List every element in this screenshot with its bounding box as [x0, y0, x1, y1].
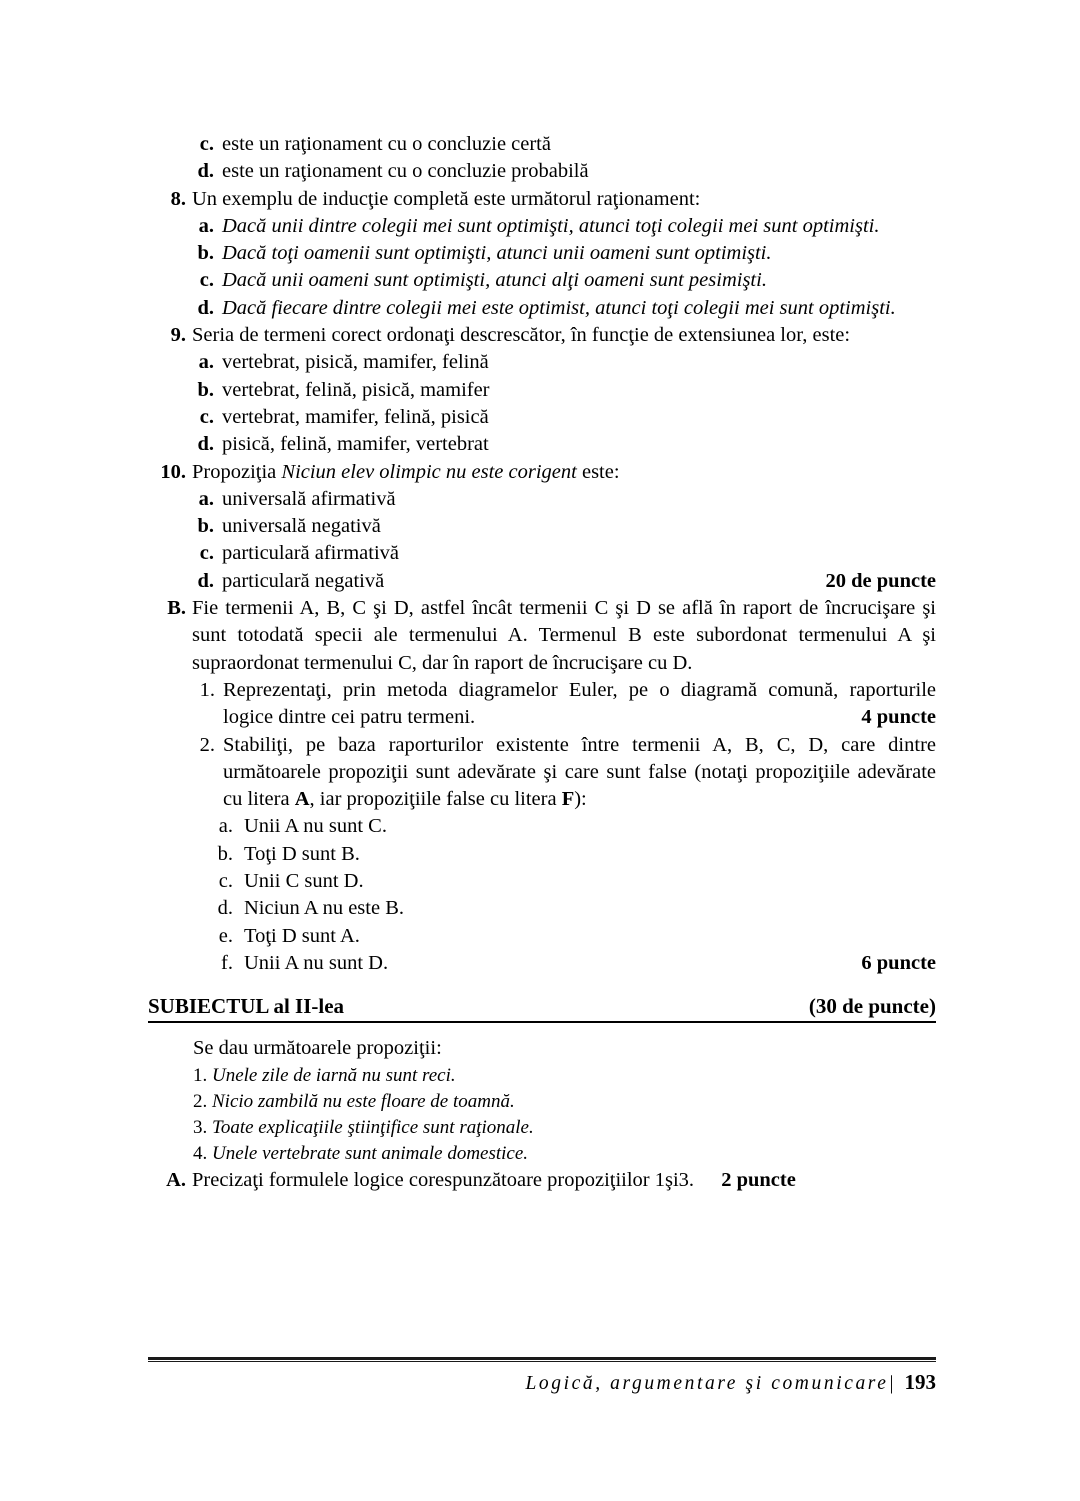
proposition-text: Unele zile de iarnă nu sunt reci.	[212, 1064, 456, 1086]
stem-italic-phrase: Niciun elev olimpic nu este corigent	[281, 460, 577, 483]
option-marker: d.	[197, 296, 214, 319]
option-text: pisică, felină, mamifer, vertebrat	[222, 433, 489, 456]
subitem-text: Toţi D sunt A.	[244, 924, 360, 947]
question-stem: Seria de termeni corect ordonaţi descrescător, în funcţie de extensiunea lor, este:	[192, 324, 851, 347]
option-marker: d.	[197, 160, 214, 183]
list-item	[193, 377, 936, 404]
option-marker: a.	[198, 487, 214, 510]
task-a-label: Precizaţi formulele logice corespunzătoare propoziţiilor 1şi3.	[192, 1168, 695, 1191]
list-item	[193, 158, 936, 185]
option-with-points	[222, 568, 936, 595]
option-marker: a.	[198, 351, 214, 374]
task-2-part1: Stabiliţi, pe baza raporturilor existente între termenii A, B, C, D, care dintre următoarele propoziţii sunt adevărate şi care sunt false (notaţi propoziţiile adevărate cu litera	[223, 733, 936, 811]
question-8	[148, 186, 936, 213]
list-item	[193, 404, 936, 431]
section-b-intro: Fie termenii A, B, C şi D, astfel încât termenii C şi D se află în raport de încrucişare şi sunt totodată specii ale termenului A. Termenul B este subordonat termenului A şi supraordonat termenului C, dar în raport de încrucişare cu D.	[192, 597, 936, 674]
option-marker: c.	[199, 405, 214, 428]
proposition-number: 4.	[193, 1142, 208, 1164]
proposition-text: Unele vertebrate sunt animale domestice.	[212, 1142, 529, 1164]
true-letter: A	[294, 788, 310, 811]
stem-prefix: Propoziţia	[192, 460, 282, 483]
task-text	[223, 677, 936, 732]
list-item	[193, 267, 936, 294]
list-item	[193, 431, 936, 458]
list-item	[216, 813, 936, 840]
option-text: vertebrat, pisică, mamifer, felină	[222, 351, 489, 374]
section-heading	[148, 994, 936, 1023]
footer-divider	[148, 1357, 936, 1362]
task-1	[195, 677, 936, 732]
section-b-marker: B.	[167, 597, 186, 620]
option-text: Dacă fiecare dintre colegii mei este optimist, atunci toţi colegii mei sunt optimişti.	[222, 296, 896, 319]
list-item	[193, 349, 936, 376]
task-text	[223, 732, 936, 814]
page-number: 193	[904, 1370, 936, 1394]
option-marker: b.	[197, 515, 214, 538]
top-margin-spacer	[148, 0, 936, 131]
list-item	[216, 841, 936, 868]
option-text: universală afirmativă	[222, 487, 396, 510]
question-number: 8.	[170, 187, 186, 210]
proposition-4	[193, 1141, 936, 1167]
option-text-label: particulară negativă	[222, 569, 385, 592]
task-number: 1.	[199, 678, 215, 701]
option-text: este un raţionament cu o concluzie probabilă	[222, 160, 589, 183]
option-text: vertebrat, felină, pisică, mamifer	[222, 378, 490, 401]
proposition-number: 1.	[193, 1064, 208, 1086]
option-text: Dacă unii oameni sunt optimişti, atunci alţi oameni sunt pesimişti.	[222, 269, 767, 292]
subitem-text: Unii C sunt D.	[244, 870, 364, 893]
list-item	[193, 213, 936, 240]
question-10	[148, 459, 936, 486]
page-footer	[148, 1370, 936, 1395]
task-a-text	[192, 1167, 936, 1194]
document-page	[148, 0, 936, 1501]
proposition-1	[193, 1063, 936, 1089]
proposition-3	[193, 1115, 936, 1141]
option-text: Dacă toţi oamenii sunt optimişti, atunci unii oameni sunt optimişti.	[222, 242, 772, 265]
footer-title: Logică, argumentare şi comunicare|	[525, 1373, 897, 1394]
task-a-marker: A.	[166, 1168, 186, 1191]
subitem-text: Niciun A nu este B.	[244, 897, 405, 920]
stem-suffix: este:	[576, 460, 620, 483]
option-text	[222, 568, 936, 595]
task-1-label: Reprezentaţi, prin metoda diagramelor Euler, pe o diagramă comună, raporturile logice dintre cei patru termeni.	[223, 678, 936, 729]
proposition-2	[193, 1089, 936, 1115]
option-marker: b.	[197, 378, 214, 401]
section-heading-title: SUBIECTUL al II-lea	[148, 994, 345, 1019]
list-item	[216, 923, 936, 950]
question-number: 10.	[160, 460, 186, 483]
points-badge: 6 puncte	[861, 951, 936, 974]
option-text: Dacă unii dintre colegii mei sunt optimişti, atunci toţi colegii mei sunt optimişti.	[222, 214, 880, 237]
list-item	[193, 540, 936, 567]
option-marker: b.	[197, 242, 214, 265]
list-item	[193, 240, 936, 267]
subitem-marker: c.	[218, 870, 233, 893]
option-text: particulară afirmativă	[222, 542, 399, 565]
list-item	[216, 868, 936, 895]
subitem-with-points	[244, 950, 936, 977]
subitem-text	[244, 950, 936, 977]
list-item	[193, 486, 936, 513]
option-text: este un raţionament cu o concluzie certă	[222, 133, 551, 155]
list-item	[193, 513, 936, 540]
section-heading-points: (30 de puncte)	[808, 994, 936, 1019]
question-number: 9.	[170, 324, 186, 347]
subitem-text: Unii A nu sunt C.	[244, 815, 387, 838]
points-badge: 4 puncte	[861, 706, 936, 729]
points-badge: 2 puncte	[721, 1168, 796, 1191]
list-item	[216, 895, 936, 922]
option-marker: c.	[199, 542, 214, 565]
subitem-label: Unii A nu sunt D.	[244, 951, 389, 974]
list-item	[216, 950, 936, 977]
list-item	[193, 131, 936, 158]
option-marker: c.	[199, 269, 214, 292]
proposition-text: Nicio zambilă nu este floare de toamnă.	[212, 1090, 515, 1112]
proposition-number: 2.	[193, 1090, 208, 1112]
subitem-marker: f.	[221, 951, 233, 974]
section-b	[148, 595, 936, 677]
question-9	[148, 322, 936, 349]
task-2	[195, 732, 936, 814]
task-2-part2: , iar propoziţiile false cu litera	[309, 788, 562, 811]
subitem-marker: d.	[217, 897, 233, 920]
option-marker: a.	[198, 214, 214, 237]
subitem-marker: b.	[217, 842, 233, 865]
subitem-marker: a.	[218, 815, 233, 838]
task-number: 2.	[199, 733, 215, 756]
option-text: universală negativă	[222, 515, 381, 538]
list-item	[193, 568, 936, 595]
task-2-part3: ):	[574, 788, 587, 811]
heading-spacer	[148, 1023, 936, 1035]
option-text: vertebrat, mamifer, felină, pisică	[222, 405, 489, 428]
false-letter: F	[561, 788, 575, 811]
proposition-number: 3.	[193, 1116, 208, 1138]
option-marker: d.	[197, 569, 214, 592]
subitem-text: Toţi D sunt B.	[244, 842, 360, 865]
option-marker: c.	[199, 133, 214, 155]
list-item	[193, 295, 936, 322]
question-stem	[192, 459, 936, 486]
task-a	[148, 1167, 936, 1194]
proposition-text: Toate explicaţiile ştiinţifice sunt raţionale.	[212, 1116, 534, 1138]
option-marker: d.	[197, 433, 214, 456]
question-stem: Un exemplu de inducţie completă este următorul raţionament:	[192, 187, 701, 210]
subitem-marker: e.	[218, 924, 233, 947]
points-badge: 20 de puncte	[825, 569, 936, 592]
section-ii-lead: Se dau următoarele propoziţii:	[193, 1037, 442, 1060]
